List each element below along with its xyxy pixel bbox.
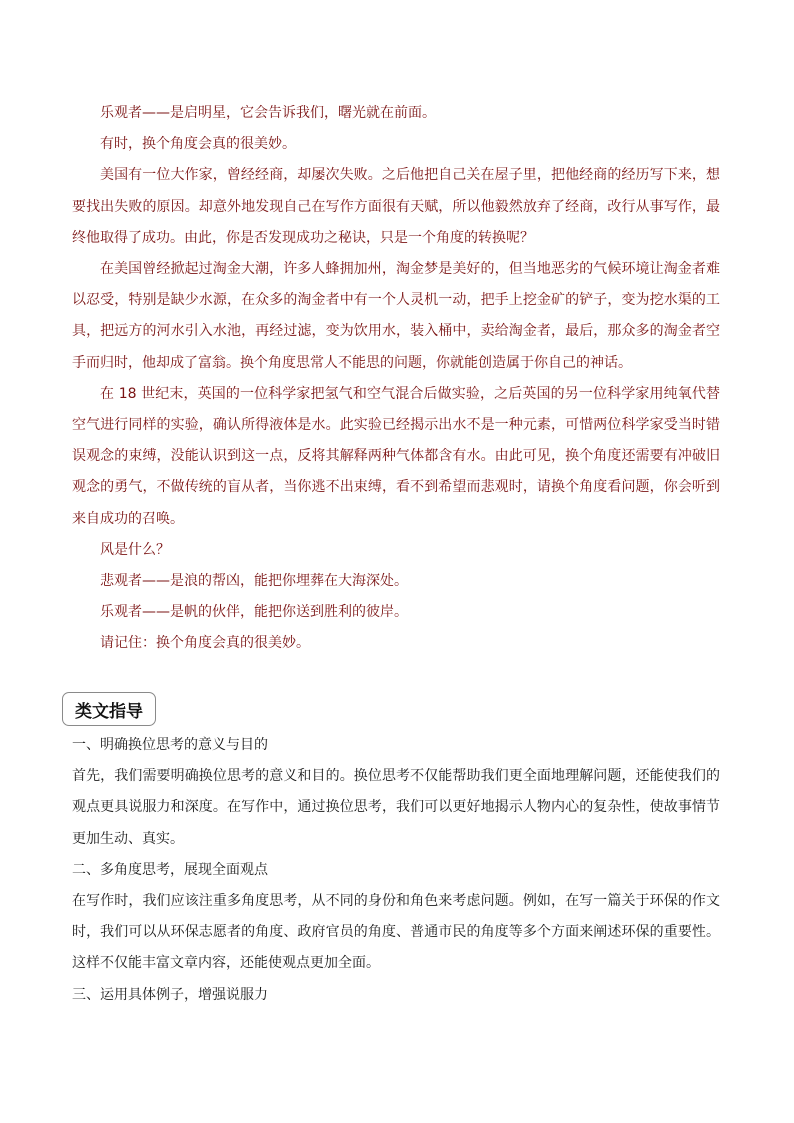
essay-paragraph: 在 18 世纪末，英国的一位科学家把氢气和空气混合后做实验，之后英国的另一位科学家用纯氧代替空气进行同样的实验，确认所得液体是水。此实验已经揭示出水不是一种元素，可惜两位科学家受当时错误观念的束缚，没能认识到这一点，反将其解释两种气体都含有水。由此可见，换个角度还需要有冲破旧观念的勇气，不做传统的盲从者，当你逃不出束缚，看不到希望而悲观时，请换个角度看问题，你会听到来自成功的召唤。	[72, 385, 720, 527]
guide-body	[72, 730, 720, 1011]
essay-paragraph: 乐观者——是帆的伙伴，能把你送到胜利的彼岸。	[100, 604, 408, 621]
guide-heading: 二、多角度思考，展现全面观点	[72, 861, 268, 878]
essay-paragraph: 有时，换个角度会真的很美妙。	[100, 136, 296, 153]
guide-paragraph: 在写作时，我们应该注重多角度思考，从不同的身份和角色来考虑问题。例如，在写一篇关于环保的作文时，我们可以从环保志愿者的角度、政府官员的角度、普通市民的角度等多个方面来阐述环保的重要性。这样不仅能丰富文章内容，还能使观点更加全面。	[72, 893, 720, 972]
guide-heading: 三、运用具体例子，增强说服力	[72, 986, 268, 1003]
essay-paragraph: 风是什么？	[100, 541, 170, 558]
essay-paragraph: 请记住：换个角度会真的很美妙。	[100, 635, 310, 652]
essay-paragraph: 在美国曾经掀起过淘金大潮，许多人蜂拥加州，淘金梦是美好的，但当地恶劣的气候环境让淘金者难以忍受，特别是缺少水源，在众多的淘金者中有一个人灵机一动，把手上挖金矿的铲子，变为挖水渠的工具，把远方的河水引入水池，再经过滤，变为饮用水，装入桶中，卖给淘金者，最后，那众多的淘金者空手而归时，他却成了富翁。换个角度思常人不能思的问题，你就能创造属于你自己的神话。	[72, 261, 720, 371]
essay-body	[72, 98, 720, 660]
essay-paragraph: 悲观者——是浪的帮凶，能把你埋葬在大海深处。	[100, 573, 408, 590]
guide-heading: 一、明确换位思考的意义与目的	[72, 737, 268, 753]
essay-paragraph: 乐观者——是启明星，它会告诉我们，曙光就在前面。	[100, 105, 436, 121]
guide-paragraph: 首先，我们需要明确换位思考的意义和目的。换位思考不仅能帮助我们更全面地理解问题，还能使我们的观点更具说服力和深度。在写作中，通过换位思考，我们可以更好地揭示人物内心的复杂性，使故事情节更加生动、真实。	[72, 768, 720, 847]
essay-paragraph: 美国有一位大作家，曾经经商，却屡次失败。之后他把自己关在屋子里，把他经商的经历写下来，想要找出失败的原因。却意外地发现自己在写作方面很有天赋，所以他毅然放弃了经商，改行从事写作，最终他取得了成功。由此，你是否发现成功之秘诀，只是一个角度的转换呢？	[72, 167, 720, 246]
section-title-box	[62, 692, 156, 726]
section-title: 类文指导	[75, 701, 143, 722]
